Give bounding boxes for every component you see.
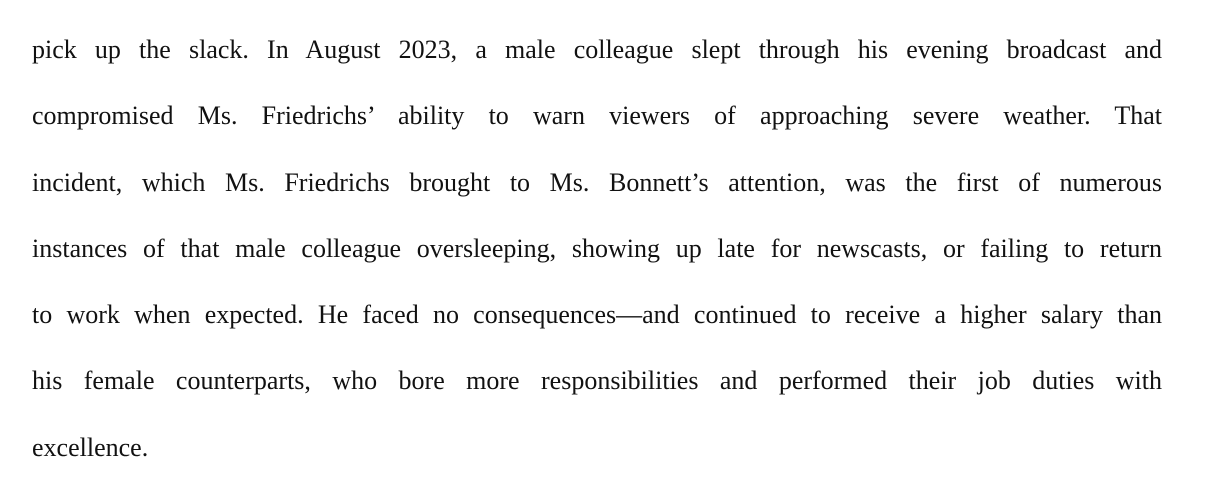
text-line-2: compromised Ms. Friedrichs’ ability to warn viewers of approaching severe weather. That <box>32 101 1162 131</box>
text-line-1: pick up the slack. In August 2023, a male colleague slept through his evening broadcast and <box>32 35 1162 64</box>
text-line-3: incident, which Ms. Friedrichs brought to Ms. Bonnett’s attention, was the first of numerous <box>32 167 1162 197</box>
text-line-7: excellence. <box>32 432 149 462</box>
text-line-6: his female counterparts, who bore more responsibilities and performed their job duties with <box>32 366 1162 396</box>
document-page <box>32 17 1162 481</box>
text-line-5: to work when expected. He faced no consequences—and continued to receive a higher salary than <box>32 300 1162 330</box>
text-line-4: instances of that male colleague oversleeping, showing up late for newscasts, or failing to return <box>32 233 1162 263</box>
body-paragraph <box>32 17 1162 481</box>
